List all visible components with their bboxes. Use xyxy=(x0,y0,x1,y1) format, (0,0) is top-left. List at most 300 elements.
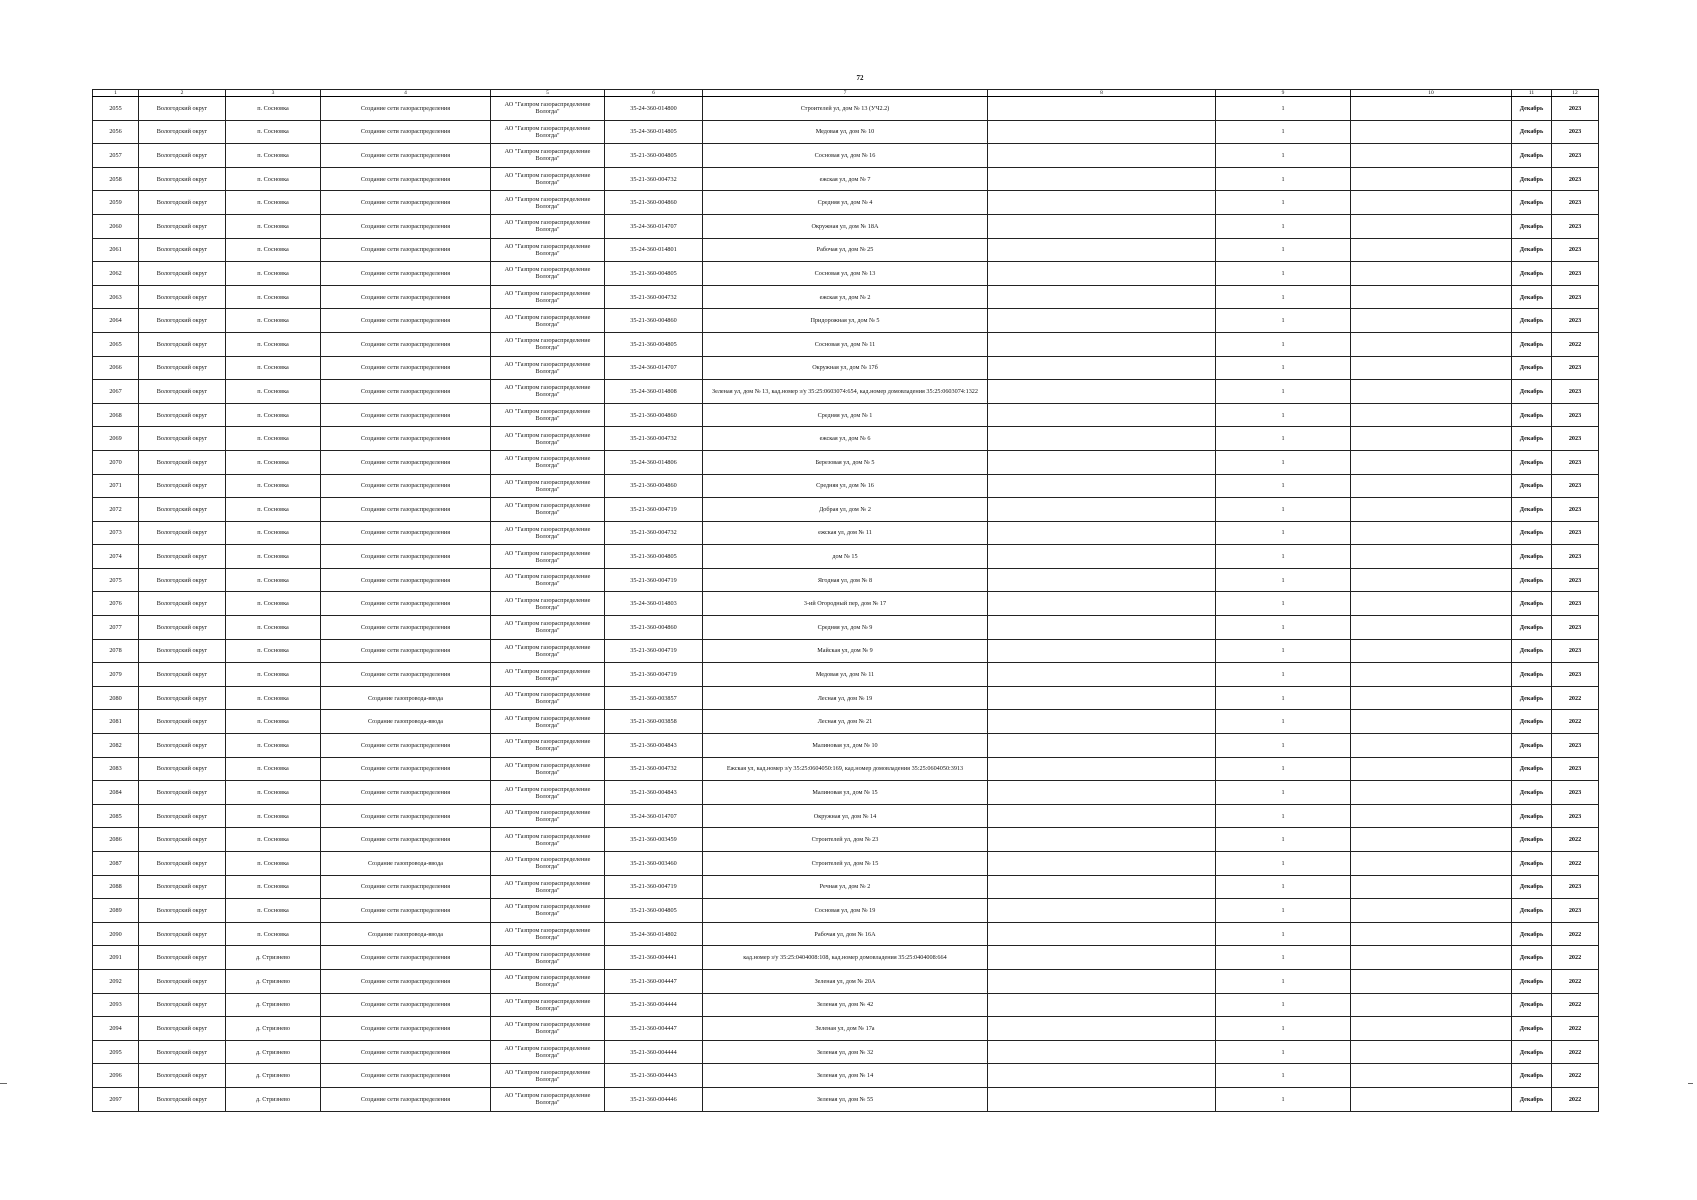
quantity-cell: 1 xyxy=(1216,781,1351,805)
address-cell: Медовая ул, дом № 11 xyxy=(703,663,988,687)
district-cell: Вологодский округ xyxy=(139,498,226,522)
settlement-cell: п. Сосновка xyxy=(226,380,321,404)
object-code-cell: 35-21-360-003459 xyxy=(605,828,703,852)
month-cell: Декабрь xyxy=(1512,734,1552,758)
owner-cell: АО "Газпром газораспределение Вологда" xyxy=(491,639,605,663)
table-body xyxy=(93,97,1599,1112)
object-code-cell: 35-24-360-014803 xyxy=(605,592,703,616)
column-8-cell xyxy=(988,285,1216,309)
work-type-cell: Создание сети газораспределения xyxy=(321,899,491,923)
quantity-cell: 1 xyxy=(1216,332,1351,356)
address-cell: Малиновая ул, дом № 10 xyxy=(703,734,988,758)
column-10-cell xyxy=(1351,380,1512,404)
quantity-cell: 1 xyxy=(1216,1087,1351,1111)
month-cell: Декабрь xyxy=(1512,332,1552,356)
work-type-cell: Создание сети газораспределения xyxy=(321,450,491,474)
object-code-cell: 35-24-360-014707 xyxy=(605,356,703,380)
settlement-cell: п. Сосновка xyxy=(226,852,321,876)
table-row xyxy=(93,899,1599,923)
district-cell: Вологодский округ xyxy=(139,686,226,710)
quantity-cell: 1 xyxy=(1216,474,1351,498)
column-header-2: 2 xyxy=(139,90,226,97)
settlement-cell: п. Сосновка xyxy=(226,616,321,640)
address-cell: Сосновая ул, дом № 13 xyxy=(703,262,988,286)
column-8-cell xyxy=(988,120,1216,144)
column-8-cell xyxy=(988,969,1216,993)
quantity-cell: 1 xyxy=(1216,663,1351,687)
owner-cell: АО "Газпром газораспределение Вологда" xyxy=(491,97,605,121)
column-8-cell xyxy=(988,309,1216,333)
work-type-cell: Создание сети газораспределения xyxy=(321,875,491,899)
row-number: 2085 xyxy=(93,804,139,828)
object-code-cell: 35-21-360-004447 xyxy=(605,1017,703,1041)
address-cell: Зеленая ул, дом № 13, кад.номер з/у 35:25:0603074:654, кад.номер домовладения 35:25:0603074:1322 xyxy=(703,380,988,404)
month-cell: Декабрь xyxy=(1512,710,1552,734)
month-cell: Декабрь xyxy=(1512,828,1552,852)
object-code-cell: 35-24-360-014801 xyxy=(605,238,703,262)
owner-cell: АО "Газпром газораспределение Вологда" xyxy=(491,356,605,380)
row-number: 2093 xyxy=(93,993,139,1017)
address-cell: Медовая ул, дом № 10 xyxy=(703,120,988,144)
object-code-cell: 35-21-360-004441 xyxy=(605,946,703,970)
month-cell: Декабрь xyxy=(1512,214,1552,238)
object-code-cell: 35-21-360-004719 xyxy=(605,498,703,522)
row-number: 2097 xyxy=(93,1087,139,1111)
work-type-cell: Создание сети газораспределения xyxy=(321,1017,491,1041)
owner-cell: АО "Газпром газораспределение Вологда" xyxy=(491,616,605,640)
object-code-cell: 35-21-360-004732 xyxy=(605,427,703,451)
table-row xyxy=(93,616,1599,640)
owner-cell: АО "Газпром газораспределение Вологда" xyxy=(491,167,605,191)
table-row xyxy=(93,663,1599,687)
column-8-cell xyxy=(988,734,1216,758)
page-number: 72 xyxy=(856,74,864,82)
district-cell: Вологодский округ xyxy=(139,120,226,144)
column-10-cell xyxy=(1351,309,1512,333)
work-type-cell: Создание сети газораспределения xyxy=(321,545,491,569)
district-cell: Вологодский округ xyxy=(139,332,226,356)
column-8-cell xyxy=(988,1040,1216,1064)
address-cell: ежская ул, дом № 6 xyxy=(703,427,988,451)
row-number: 2089 xyxy=(93,899,139,923)
column-10-cell xyxy=(1351,852,1512,876)
row-number: 2071 xyxy=(93,474,139,498)
column-8-cell xyxy=(988,97,1216,121)
quantity-cell: 1 xyxy=(1216,639,1351,663)
column-10-cell xyxy=(1351,545,1512,569)
row-number: 2064 xyxy=(93,309,139,333)
settlement-cell: п. Сосновка xyxy=(226,285,321,309)
owner-cell: АО "Газпром газораспределение Вологда" xyxy=(491,474,605,498)
year-cell: 2023 xyxy=(1552,356,1599,380)
table-row xyxy=(93,474,1599,498)
year-cell: 2022 xyxy=(1552,1064,1599,1088)
month-cell: Декабрь xyxy=(1512,639,1552,663)
settlement-cell: п. Сосновка xyxy=(226,474,321,498)
address-cell: Окружная ул, дом № 18А xyxy=(703,214,988,238)
object-code-cell: 35-21-360-004860 xyxy=(605,474,703,498)
column-header-9: 9 xyxy=(1216,90,1351,97)
column-10-cell xyxy=(1351,710,1512,734)
settlement-cell: п. Сосновка xyxy=(226,332,321,356)
year-cell: 2022 xyxy=(1552,1087,1599,1111)
row-number: 2067 xyxy=(93,380,139,404)
quantity-cell: 1 xyxy=(1216,686,1351,710)
quantity-cell: 1 xyxy=(1216,734,1351,758)
column-10-cell xyxy=(1351,781,1512,805)
object-code-cell: 35-24-360-014707 xyxy=(605,804,703,828)
month-cell: Декабрь xyxy=(1512,191,1552,215)
row-number: 2087 xyxy=(93,852,139,876)
column-8-cell xyxy=(988,875,1216,899)
quantity-cell: 1 xyxy=(1216,285,1351,309)
district-cell: Вологодский округ xyxy=(139,214,226,238)
settlement-cell: п. Сосновка xyxy=(226,710,321,734)
address-cell: Рабочая ул, дом № 25 xyxy=(703,238,988,262)
object-code-cell: 35-21-360-004843 xyxy=(605,734,703,758)
district-cell: Вологодский округ xyxy=(139,1064,226,1088)
year-cell: 2023 xyxy=(1552,474,1599,498)
owner-cell: АО "Газпром газораспределение Вологда" xyxy=(491,592,605,616)
district-cell: Вологодский округ xyxy=(139,285,226,309)
work-type-cell: Создание сети газораспределения xyxy=(321,332,491,356)
owner-cell: АО "Газпром газораспределение Вологда" xyxy=(491,969,605,993)
object-code-cell: 35-21-360-004719 xyxy=(605,663,703,687)
month-cell: Декабрь xyxy=(1512,922,1552,946)
district-cell: Вологодский округ xyxy=(139,946,226,970)
column-10-cell xyxy=(1351,238,1512,262)
row-number: 2084 xyxy=(93,781,139,805)
year-cell: 2023 xyxy=(1552,167,1599,191)
address-cell: Зеленая ул, дом № 20А xyxy=(703,969,988,993)
table-row xyxy=(93,781,1599,805)
column-8-cell xyxy=(988,852,1216,876)
district-cell: Вологодский округ xyxy=(139,592,226,616)
work-type-cell: Создание сети газораспределения xyxy=(321,356,491,380)
column-8-cell xyxy=(988,238,1216,262)
table-row xyxy=(93,686,1599,710)
year-cell: 2023 xyxy=(1552,309,1599,333)
district-cell: Вологодский округ xyxy=(139,993,226,1017)
district-cell: Вологодский округ xyxy=(139,757,226,781)
column-8-cell xyxy=(988,663,1216,687)
district-cell: Вологодский округ xyxy=(139,97,226,121)
district-cell: Вологодский округ xyxy=(139,710,226,734)
quantity-cell: 1 xyxy=(1216,191,1351,215)
column-10-cell xyxy=(1351,144,1512,168)
quantity-cell: 1 xyxy=(1216,1017,1351,1041)
year-cell: 2023 xyxy=(1552,285,1599,309)
address-cell: Майская ул, дом № 9 xyxy=(703,639,988,663)
month-cell: Декабрь xyxy=(1512,899,1552,923)
table-row xyxy=(93,191,1599,215)
column-8-cell xyxy=(988,993,1216,1017)
year-cell: 2022 xyxy=(1552,332,1599,356)
quantity-cell: 1 xyxy=(1216,616,1351,640)
district-cell: Вологодский округ xyxy=(139,1040,226,1064)
object-code-cell: 35-21-360-004732 xyxy=(605,757,703,781)
owner-cell: АО "Газпром газораспределение Вологда" xyxy=(491,993,605,1017)
settlement-cell: д. Стризнево xyxy=(226,1064,321,1088)
month-cell: Декабрь xyxy=(1512,686,1552,710)
table-row xyxy=(93,120,1599,144)
settlement-cell: п. Сосновка xyxy=(226,639,321,663)
table-row xyxy=(93,710,1599,734)
settlement-cell: д. Стризнево xyxy=(226,993,321,1017)
owner-cell: АО "Газпром газораспределение Вологда" xyxy=(491,1040,605,1064)
work-type-cell: Создание сети газораспределения xyxy=(321,498,491,522)
month-cell: Декабрь xyxy=(1512,1040,1552,1064)
settlement-cell: п. Сосновка xyxy=(226,545,321,569)
work-type-cell: Создание сети газораспределения xyxy=(321,616,491,640)
work-type-cell: Создание сети газораспределения xyxy=(321,804,491,828)
column-8-cell xyxy=(988,804,1216,828)
settlement-cell: п. Сосновка xyxy=(226,828,321,852)
quantity-cell: 1 xyxy=(1216,969,1351,993)
owner-cell: АО "Газпром газораспределение Вологда" xyxy=(491,686,605,710)
column-10-cell xyxy=(1351,191,1512,215)
address-cell: ежская ул, дом № 11 xyxy=(703,521,988,545)
column-8-cell xyxy=(988,1064,1216,1088)
month-cell: Декабрь xyxy=(1512,498,1552,522)
owner-cell: АО "Газпром газораспределение Вологда" xyxy=(491,403,605,427)
district-cell: Вологодский округ xyxy=(139,380,226,404)
column-header-5: 5 xyxy=(491,90,605,97)
table-row xyxy=(93,214,1599,238)
scan-mark-left xyxy=(0,1083,7,1084)
month-cell: Декабрь xyxy=(1512,781,1552,805)
row-number: 2061 xyxy=(93,238,139,262)
month-cell: Декабрь xyxy=(1512,120,1552,144)
year-cell: 2023 xyxy=(1552,616,1599,640)
column-10-cell xyxy=(1351,285,1512,309)
year-cell: 2023 xyxy=(1552,521,1599,545)
object-code-cell: 35-21-360-004805 xyxy=(605,899,703,923)
row-number: 2076 xyxy=(93,592,139,616)
column-header-3: 3 xyxy=(226,90,321,97)
object-code-cell: 35-21-360-004860 xyxy=(605,403,703,427)
quantity-cell: 1 xyxy=(1216,403,1351,427)
object-code-cell: 35-21-360-004444 xyxy=(605,993,703,1017)
address-cell: Зеленая ул, дом № 17а xyxy=(703,1017,988,1041)
column-8-cell xyxy=(988,899,1216,923)
object-code-cell: 35-21-360-003858 xyxy=(605,710,703,734)
month-cell: Декабрь xyxy=(1512,757,1552,781)
row-number: 2055 xyxy=(93,97,139,121)
month-cell: Декабрь xyxy=(1512,403,1552,427)
table-row xyxy=(93,568,1599,592)
table-row xyxy=(93,875,1599,899)
column-8-cell xyxy=(988,639,1216,663)
month-cell: Декабрь xyxy=(1512,285,1552,309)
work-type-cell: Создание сети газораспределения xyxy=(321,663,491,687)
column-10-cell xyxy=(1351,427,1512,451)
district-cell: Вологодский округ xyxy=(139,545,226,569)
object-code-cell: 35-21-360-004719 xyxy=(605,568,703,592)
table-row xyxy=(93,1040,1599,1064)
column-10-cell xyxy=(1351,120,1512,144)
column-10-cell xyxy=(1351,214,1512,238)
month-cell: Декабрь xyxy=(1512,545,1552,569)
month-cell: Декабрь xyxy=(1512,474,1552,498)
address-cell: Зеленая ул, дом № 55 xyxy=(703,1087,988,1111)
column-8-cell xyxy=(988,474,1216,498)
settlement-cell: п. Сосновка xyxy=(226,191,321,215)
column-10-cell xyxy=(1351,262,1512,286)
table-row xyxy=(93,545,1599,569)
owner-cell: АО "Газпром газораспределение Вологда" xyxy=(491,781,605,805)
owner-cell: АО "Газпром газораспределение Вологда" xyxy=(491,852,605,876)
district-cell: Вологодский округ xyxy=(139,238,226,262)
address-cell: Лесная ул, дом № 21 xyxy=(703,710,988,734)
row-number: 2058 xyxy=(93,167,139,191)
address-cell: Средняя ул, дом № 1 xyxy=(703,403,988,427)
column-header-7: 7 xyxy=(703,90,988,97)
year-cell: 2022 xyxy=(1552,969,1599,993)
column-8-cell xyxy=(988,922,1216,946)
column-10-cell xyxy=(1351,97,1512,121)
owner-cell: АО "Газпром газораспределение Вологда" xyxy=(491,285,605,309)
table-row xyxy=(93,238,1599,262)
object-code-cell: 35-24-360-014808 xyxy=(605,380,703,404)
year-cell: 2022 xyxy=(1552,922,1599,946)
quantity-cell: 1 xyxy=(1216,262,1351,286)
district-cell: Вологодский округ xyxy=(139,262,226,286)
table-row xyxy=(93,1087,1599,1111)
owner-cell: АО "Газпром газораспределение Вологда" xyxy=(491,450,605,474)
row-number: 2069 xyxy=(93,427,139,451)
month-cell: Декабрь xyxy=(1512,1064,1552,1088)
year-cell: 2023 xyxy=(1552,262,1599,286)
row-number: 2057 xyxy=(93,144,139,168)
object-code-cell: 35-21-360-004732 xyxy=(605,167,703,191)
settlement-cell: п. Сосновка xyxy=(226,804,321,828)
district-cell: Вологодский округ xyxy=(139,663,226,687)
row-number: 2088 xyxy=(93,875,139,899)
quantity-cell: 1 xyxy=(1216,545,1351,569)
owner-cell: АО "Газпром газораспределение Вологда" xyxy=(491,120,605,144)
year-cell: 2023 xyxy=(1552,663,1599,687)
district-cell: Вологодский округ xyxy=(139,1017,226,1041)
table-row xyxy=(93,144,1599,168)
row-number: 2095 xyxy=(93,1040,139,1064)
address-cell: Строителей ул, дом № 15 xyxy=(703,852,988,876)
district-cell: Вологодский округ xyxy=(139,356,226,380)
table-row xyxy=(93,734,1599,758)
quantity-cell: 1 xyxy=(1216,899,1351,923)
object-code-cell: 35-24-360-014802 xyxy=(605,922,703,946)
table-row xyxy=(93,167,1599,191)
object-code-cell: 35-21-360-004805 xyxy=(605,144,703,168)
district-cell: Вологодский округ xyxy=(139,403,226,427)
table-row xyxy=(93,828,1599,852)
settlement-cell: д. Стризнево xyxy=(226,1040,321,1064)
year-cell: 2023 xyxy=(1552,592,1599,616)
column-10-cell xyxy=(1351,757,1512,781)
column-10-cell xyxy=(1351,1087,1512,1111)
address-cell: Сосновая ул, дом № 16 xyxy=(703,144,988,168)
year-cell: 2022 xyxy=(1552,828,1599,852)
work-type-cell: Создание газопровода-ввода xyxy=(321,922,491,946)
row-number: 2063 xyxy=(93,285,139,309)
column-8-cell xyxy=(988,568,1216,592)
quantity-cell: 1 xyxy=(1216,757,1351,781)
column-header-11: 11 xyxy=(1512,90,1552,97)
work-type-cell: Создание сети газораспределения xyxy=(321,474,491,498)
settlement-cell: п. Сосновка xyxy=(226,427,321,451)
year-cell: 2023 xyxy=(1552,214,1599,238)
column-10-cell xyxy=(1351,993,1512,1017)
scan-mark-right xyxy=(1688,1083,1693,1084)
month-cell: Декабрь xyxy=(1512,450,1552,474)
month-cell: Декабрь xyxy=(1512,616,1552,640)
column-10-cell xyxy=(1351,922,1512,946)
month-cell: Декабрь xyxy=(1512,167,1552,191)
settlement-cell: д. Стризнево xyxy=(226,1087,321,1111)
column-8-cell xyxy=(988,592,1216,616)
column-header-8: 8 xyxy=(988,90,1216,97)
settlement-cell: п. Сосновка xyxy=(226,899,321,923)
quantity-cell: 1 xyxy=(1216,1064,1351,1088)
address-cell: Ежская ул, кад.номер з/у 35:25:0604050:169, кад.номер домовладения 35:25:0604050:3913 xyxy=(703,757,988,781)
work-type-cell: Создание сети газораспределения xyxy=(321,214,491,238)
year-cell: 2023 xyxy=(1552,427,1599,451)
column-header-10: 10 xyxy=(1351,90,1512,97)
table-row xyxy=(93,639,1599,663)
column-10-cell xyxy=(1351,498,1512,522)
address-cell: ежская ул, дом № 2 xyxy=(703,285,988,309)
work-type-cell: Создание сети газораспределения xyxy=(321,969,491,993)
owner-cell: АО "Газпром газораспределение Вологда" xyxy=(491,1087,605,1111)
quantity-cell: 1 xyxy=(1216,309,1351,333)
column-8-cell xyxy=(988,262,1216,286)
table-row xyxy=(93,1017,1599,1041)
address-cell: дом № 15 xyxy=(703,545,988,569)
year-cell: 2023 xyxy=(1552,757,1599,781)
column-10-cell xyxy=(1351,568,1512,592)
year-cell: 2023 xyxy=(1552,238,1599,262)
year-cell: 2023 xyxy=(1552,191,1599,215)
settlement-cell: п. Сосновка xyxy=(226,356,321,380)
address-cell: Окружная ул, дом № 17б xyxy=(703,356,988,380)
quantity-cell: 1 xyxy=(1216,214,1351,238)
year-cell: 2022 xyxy=(1552,710,1599,734)
column-8-cell xyxy=(988,545,1216,569)
object-code-cell: 35-21-360-003857 xyxy=(605,686,703,710)
district-cell: Вологодский округ xyxy=(139,734,226,758)
district-cell: Вологодский округ xyxy=(139,639,226,663)
object-code-cell: 35-21-360-003460 xyxy=(605,852,703,876)
row-number: 2096 xyxy=(93,1064,139,1088)
district-cell: Вологодский округ xyxy=(139,450,226,474)
column-8-cell xyxy=(988,710,1216,734)
settlement-cell: п. Сосновка xyxy=(226,781,321,805)
work-type-cell: Создание сети газораспределения xyxy=(321,639,491,663)
table-row xyxy=(93,1064,1599,1088)
year-cell: 2023 xyxy=(1552,875,1599,899)
district-cell: Вологодский округ xyxy=(139,852,226,876)
row-number: 2065 xyxy=(93,332,139,356)
month-cell: Декабрь xyxy=(1512,852,1552,876)
address-cell: Ягодная ул, дом № 8 xyxy=(703,568,988,592)
work-type-cell: Создание сети газораспределения xyxy=(321,120,491,144)
quantity-cell: 1 xyxy=(1216,144,1351,168)
owner-cell: АО "Газпром газораспределение Вологда" xyxy=(491,545,605,569)
settlement-cell: д. Стризнево xyxy=(226,1017,321,1041)
object-code-cell: 35-21-360-004805 xyxy=(605,262,703,286)
year-cell: 2023 xyxy=(1552,568,1599,592)
column-10-cell xyxy=(1351,828,1512,852)
